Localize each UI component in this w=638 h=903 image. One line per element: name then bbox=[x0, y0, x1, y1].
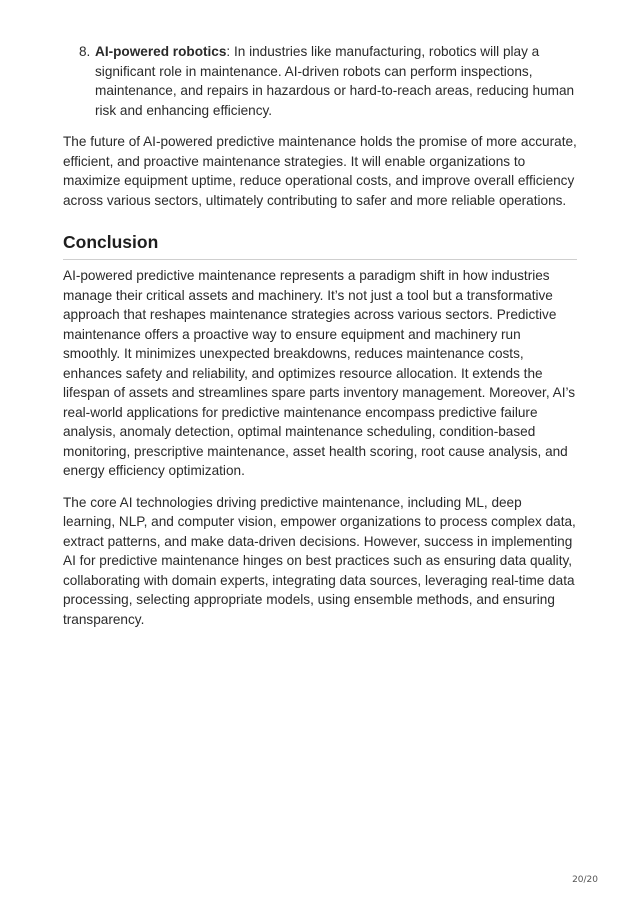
conclusion-paragraph-1: AI-powered predictive maintenance represents a paradigm shift in how industries manage their critical assets and machinery. It’s not just a tool but a transformative approach that reshapes maintenance strategies across various sectors. Predictive maintenance offers a proactive way to ensure equipment and machinery run smoothly. It minimizes unexpected breakdowns, reduces maintenance costs, enhances safety and reliability, and optimizes resource allocation. It extends the lifespan of assets and streamlines spare parts inventory management. Moreover, AI’s real-world applications for predictive maintenance encompass predictive failure analysis, anomaly detection, optimal maintenance scheduling, condition-based monitoring, prescriptive maintenance, asset health scoring, root cause analysis, and energy efficiency optimization. bbox=[63, 268, 576, 478]
page-number: 20/20 bbox=[572, 875, 598, 885]
list-item-text: : In industries like manufacturing, robotics will play a significant role in maintenance. AI-driven robots can perform inspections, maintenance, and repairs in hazardous or hard-to-reach areas, reducing human risk and enhancing efficiency. bbox=[95, 44, 575, 118]
page-content bbox=[63, 42, 577, 641]
conclusion-heading: Conclusion bbox=[63, 232, 577, 260]
list-item-number: 8. bbox=[79, 44, 91, 59]
conclusion-paragraph-2: The core AI technologies driving predictive maintenance, including ML, deep learning, NLP, and computer vision, empower organizations to process complex data, extract patterns, and make data-driven decisions. However, success in implementing AI for predictive maintenance hinges on best practices such as ensuring data quality, collaborating with domain experts, integrating data sources, leveraging real-time data processing, selecting appropriate models, using ensemble methods, and ensuring transparency. bbox=[63, 494, 576, 627]
list-item-title: AI-powered robotics bbox=[95, 44, 227, 59]
future-paragraph: The future of AI-powered predictive maintenance holds the promise of more accurate, efficient, and proactive maintenance strategies. It will enable organizations to maximize equipment uptime, reduce operational costs, and improve overall efficiency across various sectors, ultimately contributing to safer and more reliable operations. bbox=[63, 134, 577, 208]
list-item-ai-powered-robotics bbox=[63, 42, 577, 120]
